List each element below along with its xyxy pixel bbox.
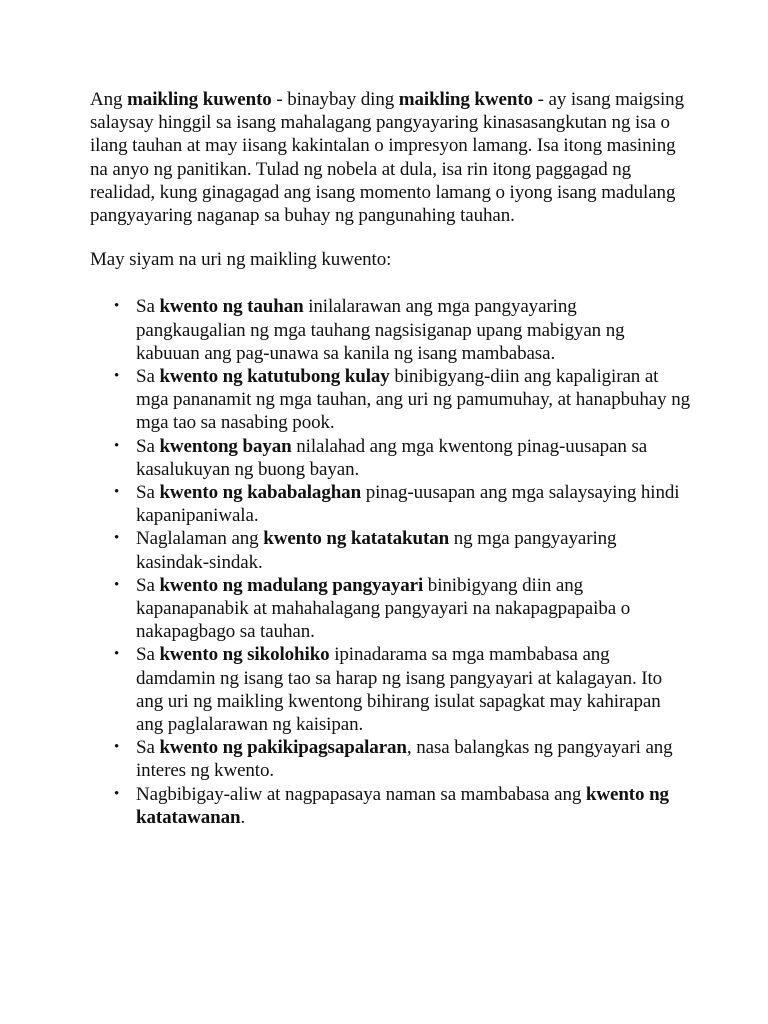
bullet-icon: • [114, 484, 120, 501]
intro-term: maikling kuwento [127, 89, 272, 110]
item-text: Sa [136, 482, 160, 504]
item-term: kwento ng katatakutan [263, 528, 450, 550]
bullet-icon: • [114, 646, 120, 663]
item-text: nilalahad ang mga kwentong pinag-uusapan sa kasalukuyan ng buong bayan. [136, 435, 648, 480]
item-term: kwentong bayan [159, 435, 292, 457]
bullet-icon: • [114, 530, 120, 547]
item-text: pinag-uusapan ang mga salaysaying hindi kapanipaniwala. [136, 482, 680, 527]
item-term: kwento ng katatawanan [136, 783, 669, 828]
item-term: kwento ng katutubong kulay [159, 366, 390, 388]
item-text: Naglalaman ang [136, 528, 264, 550]
item-text: inilalarawan ang mga pangyayaring pangkaugalian ng mga tauhang nagsisiganap upang mabigyan ng kabuuan ang pag-unawa sa kanila ng isang mambabasa. [136, 296, 625, 364]
intro-text: - ay isang maigsing salaysay hinggil sa isang mahalagang pangyayaring kinasasangkutan ng isa o ilang tauhan at may iisang kakintalan o impresyon lamang. Isa itong masining na anyo ng panitikan. Tulad ng nobela at dula, isa rin itong paggagad ng realidad, kung ginagagad ang isang momento lamang o iyong isang madulang pangyayaring naganap sa buhay ng pangunahing tauhan. [90, 89, 684, 227]
item-term: kwento ng pakikipagsapalaran [159, 737, 407, 759]
item-text: binibigyang diin ang kapanapanabik at mahahalagang pangyayari na nakapagpapaiba o nakapagbago sa tauhan. [136, 574, 631, 643]
list-item [90, 527, 690, 573]
list-item [90, 481, 690, 527]
bullet-icon: • [114, 368, 120, 385]
item-text: Sa [136, 366, 160, 388]
list-lead-paragraph: May siyam na uri ng maikling kuwento: [90, 249, 392, 271]
intro-text: Ang [90, 89, 128, 110]
bullet-icon: • [114, 576, 120, 593]
item-text: Nagbibigay-aliw at nagpapasaya naman sa mambabasa ang [136, 783, 586, 805]
item-text: binibigyang-diin ang kapaligiran at mga pananamit ng mga tauhan, ang uri ng pamumuhay, at hanapbuhay ng mga tao sa nasabing pook. [136, 366, 690, 434]
list-item [90, 435, 690, 481]
story-types-list [90, 295, 690, 829]
item-text: Sa [136, 435, 160, 457]
item-text: Sa [136, 644, 160, 666]
intro-text: - binaybay ding [271, 89, 399, 110]
item-text: Sa [136, 574, 160, 596]
list-item [90, 295, 690, 365]
item-text: , nasa balangkas ng pangyayari ang interes ng kwento. [136, 737, 673, 782]
item-term: kwento ng madulang pangyayari [159, 574, 424, 596]
intro-term: maikling kwento [398, 89, 533, 110]
item-text: Sa [136, 296, 160, 318]
bullet-icon: • [114, 437, 120, 454]
item-text: ng mga pangyayaring kasindak-sindak. [136, 528, 617, 573]
item-text: ipinadarama sa mga mambabasa ang damdamin ng isang tao sa harap ng isang pangyayari at kalagayan. Ito ang uri ng maikling kwentong bihirang isulat sapagkat may kahirapan ang paglalarawan ng kaisipan. [136, 644, 663, 736]
item-term: kwento ng tauhan [159, 296, 304, 318]
item-term: kwento ng sikolohiko [159, 644, 330, 666]
item-text: Sa [136, 737, 160, 759]
item-text: . [240, 806, 246, 828]
list-item [90, 574, 690, 644]
bullet-icon: • [114, 785, 120, 802]
bullet-icon: • [114, 739, 120, 756]
list-item [90, 783, 690, 829]
bullet-icon: • [114, 298, 120, 315]
list-item [90, 736, 690, 782]
list-item [90, 365, 690, 435]
item-term: kwento ng kababalaghan [159, 482, 362, 504]
intro-paragraph [90, 88, 690, 227]
document-body [90, 88, 690, 829]
list-item [90, 643, 690, 736]
